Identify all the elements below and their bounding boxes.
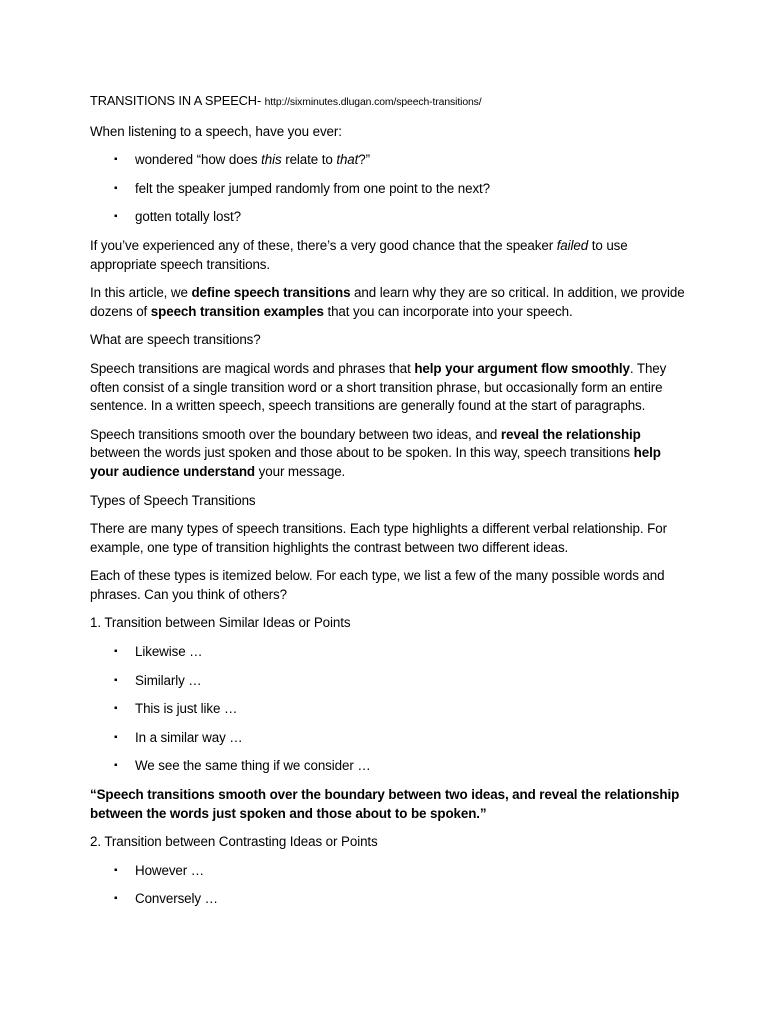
bullet-text: relate to bbox=[281, 152, 337, 168]
section-question: What are speech transitions? bbox=[90, 332, 261, 348]
list-item: ▪ gotten totally lost? bbox=[90, 208, 690, 227]
document-heading bbox=[90, 92, 690, 113]
paragraph-text: that you can incorporate into your speech. bbox=[323, 303, 573, 319]
paragraph-text: Speech transitions smooth over the boundary between two ideas, and bbox=[90, 426, 501, 442]
bold-text: reveal the relationship bbox=[500, 426, 641, 442]
paragraph-text: In this article, we bbox=[90, 285, 192, 301]
section-1-list bbox=[90, 643, 690, 776]
section-2-heading: 2. Transition between Contrasting Ideas or Points bbox=[90, 834, 378, 850]
magical-paragraph bbox=[90, 360, 690, 416]
many-types-paragraph: There are many types of speech transitions. Each type highlights a different verbal relationship. For example, one type of transition highlights the contrast between two different ideas. bbox=[90, 521, 667, 555]
list-item: ▪ This is just like … bbox=[90, 700, 690, 719]
itemized-paragraph: Each of these types is itemized below. For each type, we list a few of the many possible words and phrases. Can you think of others? bbox=[90, 568, 665, 602]
intro-bullet-list bbox=[90, 151, 690, 227]
intro-paragraph: When listening to a speech, have you ever: bbox=[90, 123, 342, 139]
bullet-text: ?” bbox=[358, 152, 370, 168]
bold-text: define speech transitions bbox=[191, 285, 351, 301]
experienced-paragraph bbox=[90, 237, 690, 274]
section-2-list bbox=[90, 862, 690, 909]
list-item: ▪ felt the speaker jumped randomly from one point to the next? bbox=[90, 180, 690, 199]
heading-title: TRANSITIONS IN A SPEECH- bbox=[90, 93, 262, 108]
list-item: ▪ In a similar way … bbox=[90, 729, 690, 748]
source-url: http://sixminutes.dlugan.com/speech-transitions/ bbox=[264, 97, 482, 108]
bullet-emphasis: this bbox=[261, 152, 282, 168]
paragraph-text: to use appropriate speech transitions. bbox=[90, 237, 628, 272]
smooth-paragraph bbox=[90, 426, 690, 482]
paragraph-text: and learn why they are so critical. In addition, we provide dozens of bbox=[90, 285, 685, 319]
bold-text: speech transition examples bbox=[150, 303, 324, 319]
list-item: ▪ We see the same thing if we consider … bbox=[90, 757, 690, 776]
bullet-text: wondered “how does bbox=[135, 152, 262, 168]
list-item bbox=[90, 151, 690, 170]
paragraph-text: your message. bbox=[255, 463, 346, 479]
list-item: ▪ Similarly … bbox=[90, 672, 690, 691]
bold-text: help your audience understand bbox=[90, 445, 661, 479]
types-heading: Types of Speech Transitions bbox=[90, 492, 256, 508]
paragraph-text: Speech transitions are magical words and phrases that bbox=[90, 360, 415, 376]
list-item: ▪ Likewise … bbox=[90, 643, 690, 662]
list-item: ▪ However … bbox=[90, 862, 690, 881]
paragraph-text: . They often consist of a single transition word or a short transition phrase, but occasionally form an entire sentence. In a written speech, speech transitions are generally found at the start of paragraphs. bbox=[90, 360, 667, 414]
emphasis-text: failed bbox=[556, 237, 589, 253]
document-body bbox=[90, 92, 690, 919]
bullet-emphasis: that bbox=[336, 152, 359, 168]
bold-text: help your argument flow smoothly bbox=[414, 360, 630, 376]
paragraph-text: If you’ve experienced any of these, there’s a very good chance that the speaker bbox=[90, 237, 557, 253]
article-paragraph bbox=[90, 284, 690, 321]
paragraph-text: between the words just spoken and those about to be spoken. In this way, speech transitions bbox=[90, 445, 634, 461]
section-1-heading: 1. Transition between Similar Ideas or Points bbox=[90, 615, 351, 631]
list-item: ▪ Conversely … bbox=[90, 890, 690, 909]
pull-quote: “Speech transitions smooth over the boundary between two ideas, and reveal the relationship between the words just spoken and those about to be spoken.” bbox=[90, 787, 680, 821]
